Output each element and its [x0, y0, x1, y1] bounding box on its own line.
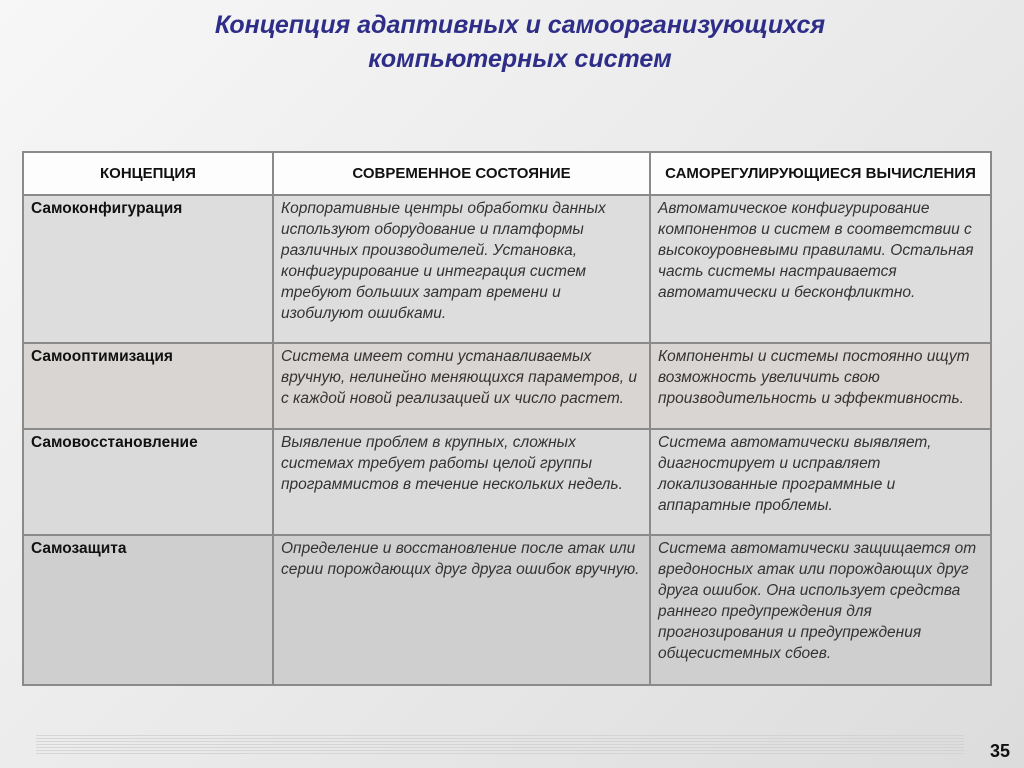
autonomic-cell: Автоматическое конфигурирование компонентов и систем в соответствии с высокоуровневыми правилами. Остальная часть системы настраивается автоматически и бесконфликтно. — [650, 195, 991, 343]
table-row — [23, 195, 991, 343]
header-concept: КОНЦЕПЦИЯ — [23, 152, 273, 195]
slide-title-line-2: компьютерных систем — [368, 45, 672, 73]
autonomic-cell: Компоненты и системы постоянно ищут возможность увеличить свою производительность и эффективность. — [650, 343, 991, 429]
concept-cell: Самовосстановление — [23, 429, 273, 535]
table-row — [23, 429, 991, 535]
page-number: 35 — [989, 741, 1010, 761]
concept-cell: Самозащита — [23, 535, 273, 685]
concept-cell: Самооптимизация — [23, 343, 273, 429]
header-autonomic-computing: САМОРЕГУЛИРУЮЩИЕСЯ ВЫЧИСЛЕНИЯ — [650, 152, 991, 195]
concept-table — [22, 151, 992, 686]
current-state-cell: Определение и восстановление после атак или серии порождающих друг друга ошибок вручную. — [273, 535, 650, 685]
slide-title — [140, 8, 900, 76]
slide-title-line-1: Концепция адаптивных и самоорганизующихся — [214, 11, 826, 39]
autonomic-cell: Система автоматически выявляет, диагностирует и исправляет локализованные программные и аппаратные проблемы. — [650, 429, 991, 535]
table-row — [23, 535, 991, 685]
autonomic-cell: Система автоматически защищается от вредоносных атак или порождающих друг друга ошибок. Она использует средства раннего предупреждения для прогнозирования и предупреждения общесистемных сбоев. — [650, 535, 991, 685]
table-row — [23, 343, 991, 429]
header-current-state: СОВРЕМЕННОЕ СОСТОЯНИЕ — [273, 152, 650, 195]
current-state-cell: Выявление проблем в крупных, сложных системах требует работы целой группы программистов в течение нескольких недель. — [273, 429, 650, 535]
concept-cell: Самоконфигурация — [23, 195, 273, 343]
footer-decoration — [36, 735, 964, 755]
table-header-row — [23, 152, 991, 195]
current-state-cell: Система имеет сотни устанавливаемых вручную, нелинейно меняющихся параметров, и с каждой новой реализацией их число растет. — [273, 343, 650, 429]
current-state-cell: Корпоративные центры обработки данных используют оборудование и платформы различных производителей. Установка, конфигурирование и интеграция систем требуют больших затрат времени и изобилуют ошибками. — [273, 195, 650, 343]
